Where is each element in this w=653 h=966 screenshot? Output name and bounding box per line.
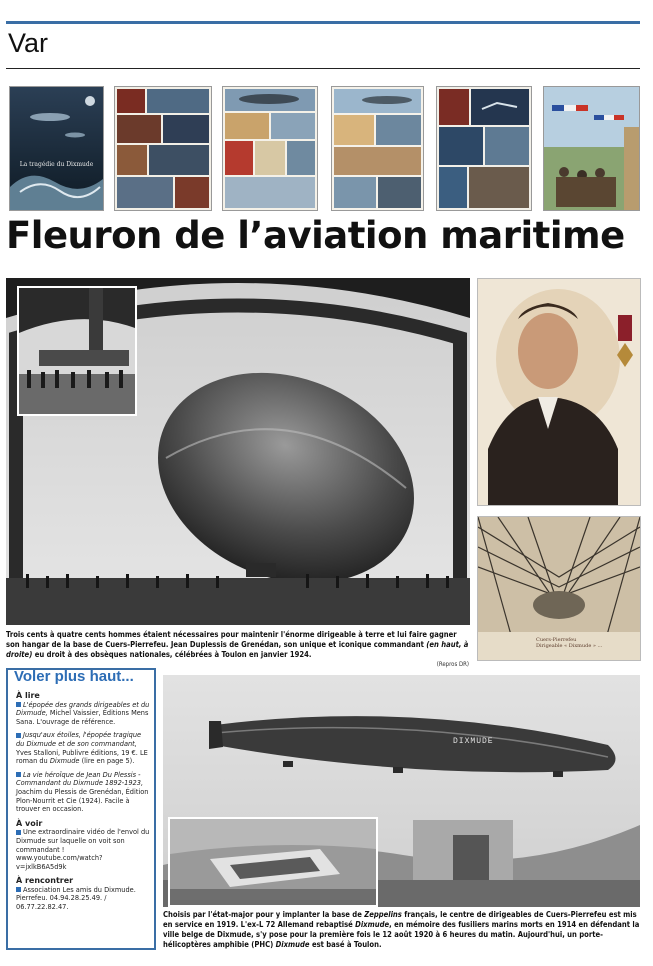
bottom-caption-em1: Zeppelins [364,910,402,919]
book-1-details: Michel Vaissier, Éditions Mens Sana. L'ouvrage de référence. [16,709,149,726]
book-2-end: (lire en page 5). [81,757,135,766]
main-caption-text: Trois cents à quatre cents hommes étaient nécessaires pour maintenir l'énorme dirigeable à terre et lui faire gagner son hangar de la base de Cuers-Pierrefeu. Jean Duplessis de Grenédan, son unique et iconique commandant [6,630,457,649]
book-3-details: Joachim du Plessis de Grenédan, Édition Plon-Nourrit et Cie (1924). Facile à trouver en occasion. [16,787,149,814]
postcard-caption-line1: Cuers-Pierrefeu [536,637,577,643]
bullet-square-icon [16,887,21,892]
portrait-commander [477,278,641,506]
comic-thumb-2 [114,86,212,211]
association-text: Association Les amis du Dixmude. [23,885,136,894]
bullet-square-icon [16,733,21,738]
headline: Fleuron de l’aviation maritime [6,214,625,257]
comic-thumb-cover [9,86,104,211]
main-caption-text-end: eu droit à des obsèques nationales, célébrées à Toulon en janvier 1924. [34,650,312,659]
sidebar-title: Voler plus haut... [14,668,134,685]
inset-photo-aerial-base [168,817,378,907]
sidebar-book-3 [16,771,150,814]
book-1-title: L'épopée des grands dirigeables et du Dixmude, [16,700,150,718]
sidebar-heading-rencontrer: À rencontrer [16,876,74,886]
sidebar-heading-lire: À lire [16,691,40,700]
book-3-title: La vie héroïque de Jean Du Plessis - Commandant du Dixmude 1892-1923, [16,770,144,788]
bullet-square-icon [16,702,21,707]
sidebar-heading-voir: À voir [16,818,43,828]
bottom-caption-part4: est basé à Toulon. [311,940,382,949]
comic-thumb-4 [331,86,424,211]
book-2-emphasis: Dixmude [49,757,80,766]
bottom-caption-part1: Choisis par l'état-major pour y implanter la base de [163,910,362,919]
bullet-square-icon [16,830,21,835]
bottom-caption [163,910,640,950]
photo-credit: (Repros DR) [436,661,469,668]
postcard-hangar-interior [477,516,641,661]
book-2-title: Jusqu'aux étoiles, l'épopée tragique du Dixmude et de son commandant, [16,731,142,748]
sidebar-book-1 [16,701,150,727]
main-caption-emphasis: (en haut, à droite) [6,640,469,659]
comic-cover-title: La tragédie du Dixmude [19,161,94,168]
video-link[interactable]: www.youtube.com/watch?v=jxlkB6A5d9k [16,854,103,871]
section-rule [6,68,640,69]
sidebar-video [16,828,150,871]
sidebar-association [16,886,150,912]
airship-hull-label: DIXMUDE [453,737,494,746]
postcard-caption-line2: Dirigeable « Dixmude » ... [536,643,603,649]
bottom-caption-em3: Dixmude [275,940,310,949]
comic-thumb-6 [543,86,640,211]
inset-photo-gondola [17,286,137,416]
main-caption [6,630,469,670]
association-phone: Pierrefeu. 04.94.28.25.49. / 06.77.22.82.47. [16,894,107,912]
bullet-square-icon [16,772,21,777]
comic-thumb-3 [222,86,318,211]
bottom-caption-part2: français, le centre de dirigeables de Cuers-Pierrefeu est mis en service en 1919. L'ex-L 72 Allemand rebaptisé [163,910,637,929]
bottom-caption-em2: Dixmude [355,920,390,929]
sidebar-book-2 [16,731,150,765]
comic-thumb-5 [436,86,532,211]
video-text: Une extraordinaire vidéo de l'envol du Dixmude sur laquelle on voit son commandant ! [16,828,150,854]
book-2-details: Yves Stalloni, Publivre éditions, 19 €. LE roman du [16,748,148,766]
section-title: Var [8,28,49,58]
bottom-caption-part3: , en mémoire des fusiliers marins morts en 1914 en défendant la ville belge de Dixmude, s'y pose pour la première fois le 12 août 1920 à 6 heures du matin. Aujourd'hui, un porte-hélicoptères amphibie (PHC) [163,920,640,949]
sidebar-voler-plus-haut [6,668,156,950]
top-accent-line [6,21,640,24]
